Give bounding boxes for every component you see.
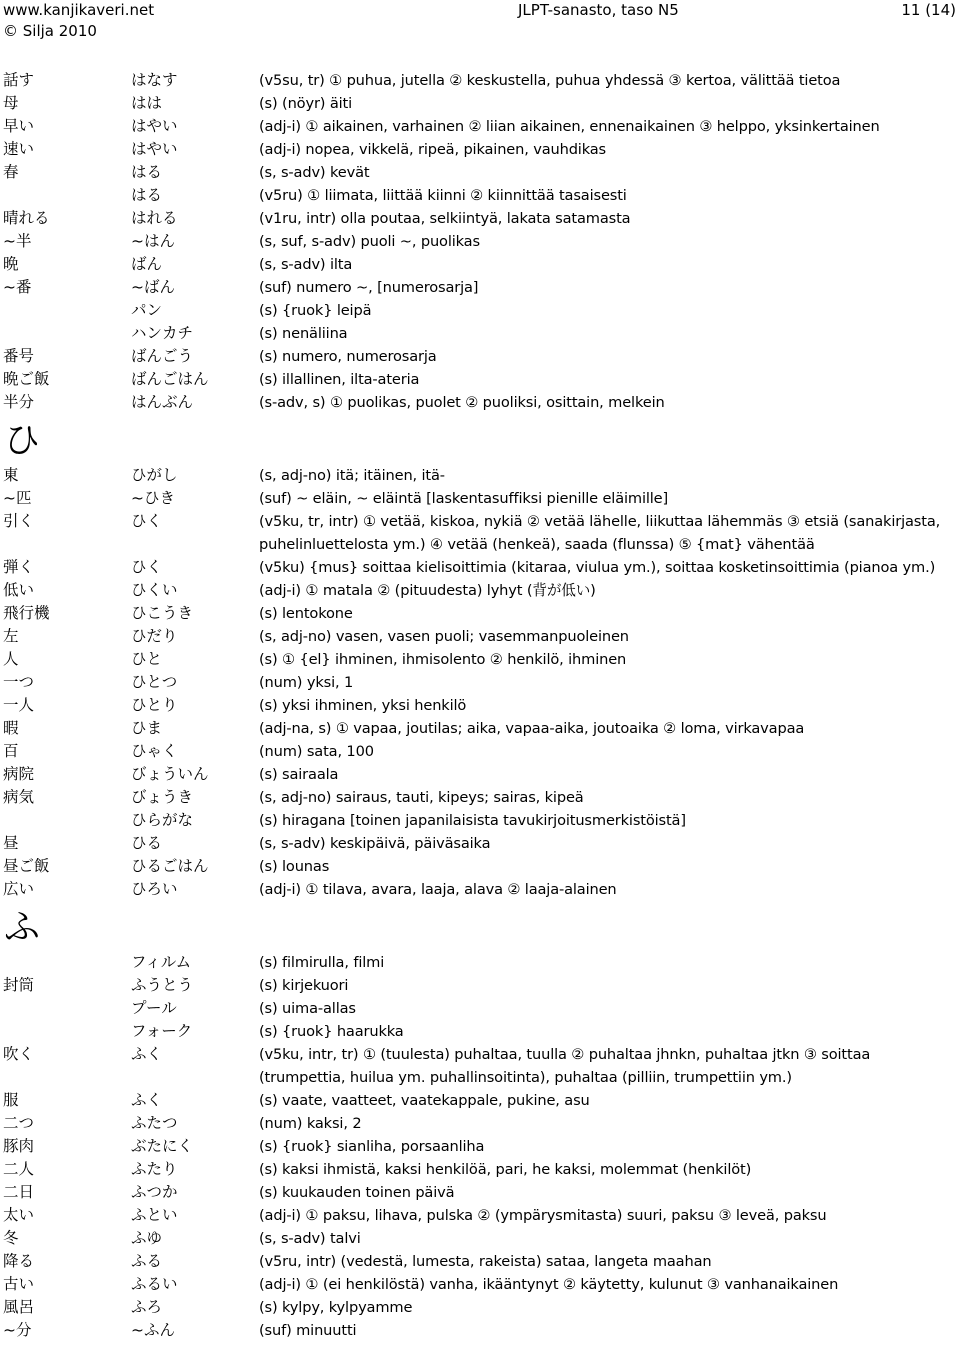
entry-kanji: 吹く	[3, 1045, 35, 1063]
entry-definition: (s) numero, numerosarja	[259, 348, 437, 365]
entry-definition: (s, s-adv) keskipäivä, päiväsaika	[259, 835, 491, 852]
entry-reading: ふとい	[131, 1206, 178, 1224]
entry-kanji: 服	[3, 1091, 19, 1109]
entry-kanji: 晴れる	[3, 209, 50, 227]
vocab-entry	[0, 184, 960, 207]
entry-definition: (s) vaate, vaatteet, vaatekappale, pukine, asu	[259, 1092, 590, 1109]
vocab-entry	[0, 625, 960, 648]
section-heading: ひ	[4, 420, 41, 461]
entry-kanji: 降る	[3, 1252, 35, 1270]
vocab-entry	[0, 368, 960, 391]
entry-definition: (suf) numero ~, [numerosarja]	[259, 279, 479, 296]
vocab-entry	[0, 648, 960, 671]
entry-definition: (s) (nöyr) äiti	[259, 95, 352, 112]
entry-reading: ひこうき	[131, 604, 194, 622]
vocab-entry	[0, 832, 960, 855]
entry-kanji: 母	[3, 94, 19, 112]
entry-reading: ひだり	[131, 627, 178, 645]
entry-kanji: 弾く	[3, 558, 35, 576]
entry-reading: ハンカチ	[131, 324, 194, 342]
entry-kanji: 番号	[3, 347, 35, 365]
entry-reading: ~ふん	[131, 1321, 175, 1339]
entry-definition: (num) sata, 100	[259, 743, 374, 760]
vocab-entry	[0, 207, 960, 230]
entry-definition: (v5ru) ① liimata, liittää kiinni ② kiinnittää tasaisesti	[259, 187, 627, 204]
entry-definition: (s) sairaala	[259, 766, 339, 783]
entry-kanji: 二日	[3, 1183, 35, 1201]
entry-reading: ばん	[131, 255, 163, 273]
entry-definition: (v5ku) {mus} soittaa kielisoittimia (kitaraa, viulua ym.), soittaa kosketinsoittimia (pianoa ym.)	[259, 559, 936, 576]
entry-reading: はは	[131, 94, 163, 112]
entry-reading: ひろい	[131, 880, 178, 898]
entry-kanji: 一つ	[3, 673, 35, 691]
entry-reading: ~ばん	[131, 278, 175, 296]
vocab-entry	[0, 1204, 960, 1227]
entry-definition: (num) kaksi, 2	[259, 1115, 362, 1132]
entry-reading: はやい	[131, 140, 178, 158]
entry-reading: ふうとう	[131, 976, 194, 994]
entry-reading: ふゆ	[131, 1229, 163, 1247]
entry-reading: ふる	[131, 1252, 163, 1270]
entry-definition: (s) kirjekuori	[259, 977, 349, 994]
entry-definition: (s, s-adv) talvi	[259, 1230, 361, 1247]
vocab-entry	[0, 951, 960, 974]
entry-kanji: 豚肉	[3, 1137, 35, 1155]
vocab-entry	[0, 1043, 960, 1089]
vocab-entry	[0, 1089, 960, 1112]
entry-kanji: ~番	[3, 278, 32, 296]
vocab-entry	[0, 230, 960, 253]
entry-kanji: 低い	[3, 581, 35, 599]
entry-kanji: 二つ	[3, 1114, 35, 1132]
vocab-entry	[0, 878, 960, 901]
entry-definition: (s) filmirulla, filmi	[259, 954, 385, 971]
entry-kanji: 古い	[3, 1275, 35, 1293]
entry-reading: びょうき	[131, 788, 194, 806]
entry-definition: (s) hiragana [toinen japanilaisista tavukirjoitusmerkistöistä]	[259, 812, 686, 829]
vocab-entry	[0, 138, 960, 161]
vocab-entry	[0, 1250, 960, 1273]
entry-reading: はる	[131, 186, 163, 204]
entry-kanji: 春	[3, 163, 19, 181]
entry-definition: (s) kuukauden toinen päivä	[259, 1184, 455, 1201]
vocab-entry	[0, 855, 960, 878]
entry-definition: (s) ① {el} ihminen, ihmisolento ② henkilö, ihminen	[259, 651, 627, 668]
entry-definition: (s) uima-allas	[259, 1000, 356, 1017]
vocab-entry	[0, 322, 960, 345]
entry-definition: (s, s-adv) kevät	[259, 164, 370, 181]
vocab-entry	[0, 809, 960, 832]
entry-kanji: 東	[3, 466, 19, 484]
entry-reading: ひくい	[131, 581, 178, 599]
section-heading: ふ	[4, 907, 41, 948]
page-number: 11 (14)	[901, 1, 956, 19]
entry-definition: (s) nenäliina	[259, 325, 348, 342]
entry-reading: ~はん	[131, 232, 175, 250]
vocab-entry	[0, 510, 960, 556]
entry-kanji: 病気	[3, 788, 35, 806]
entry-definition: (adj-i) ① matala ② (pituudesta) lyhyt (背が低い)	[259, 582, 596, 599]
vocab-entry	[0, 579, 960, 602]
entry-kanji: 晩	[3, 255, 19, 273]
entry-reading: ばんごう	[131, 347, 194, 365]
entry-definition: (v1ru, intr) olla poutaa, selkiintyä, lakata satamasta	[259, 210, 631, 227]
vocab-entry	[0, 1158, 960, 1181]
entry-kanji: 太い	[3, 1206, 35, 1224]
vocab-entry	[0, 253, 960, 276]
entry-definition: (adj-i) ① aikainen, varhainen ② liian aikainen, ennenaikainen ③ helppo, yksinkertainen	[259, 118, 880, 135]
entry-reading: ひがし	[131, 466, 178, 484]
vocab-entry	[0, 391, 960, 414]
entry-definition: (s) {ruok} haarukka	[259, 1023, 404, 1040]
entry-reading: ふるい	[131, 1275, 178, 1293]
entry-kanji: 左	[3, 627, 19, 645]
vocab-entry	[0, 1020, 960, 1043]
entry-reading: ばんごはん	[131, 370, 209, 388]
vocab-entry	[0, 974, 960, 997]
vocab-entry	[0, 602, 960, 625]
entry-kanji: 冬	[3, 1229, 19, 1247]
site-url[interactable]: www.kanjikaveri.net	[3, 1, 155, 19]
entry-reading: ひるごはん	[131, 857, 209, 875]
entry-kanji: ~半	[3, 232, 32, 250]
entry-reading: ひる	[131, 834, 163, 852]
entry-kanji: 二人	[3, 1160, 35, 1178]
entry-definition: (v5ru, intr) (vedestä, lumesta, rakeista) sataa, langeta maahan	[259, 1253, 712, 1270]
vocab-entry	[0, 1181, 960, 1204]
entry-definition: (adj-i) ① tilava, avara, laaja, alava ② laaja-alainen	[259, 881, 617, 898]
entry-definition: (s, suf, s-adv) puoli ~, puolikas	[259, 233, 480, 250]
vocab-entry	[0, 717, 960, 740]
entry-reading: ふく	[131, 1091, 163, 1109]
entry-kanji: 暇	[3, 719, 19, 737]
entry-reading: はんぶん	[131, 393, 194, 411]
entry-definition: (s, adj-no) itä; itäinen, itä-	[259, 467, 445, 484]
entry-kanji: 人	[3, 650, 19, 668]
vocab-entry	[0, 161, 960, 184]
entry-kanji: 広い	[3, 880, 35, 898]
vocab-entry	[0, 997, 960, 1020]
document-title: JLPT-sanasto, taso N5	[518, 1, 679, 19]
entry-definition: (s) {ruok} sianliha, porsaanliha	[259, 1138, 485, 1155]
entry-kanji: 飛行機	[3, 604, 50, 622]
vocab-entry	[0, 69, 960, 92]
entry-reading: はれる	[131, 209, 178, 227]
entry-reading: プール	[131, 999, 177, 1017]
entry-definition: (v5ku, tr, intr) ① vetää, kiskoa, nykiä ② vetää lähelle, liikuttaa lähemmäs ③ etsiä (sanakirjasta, puhelinluettelosta ym.) ④ vetää (henkeä), saada (flunssa) ⑤ {mat} vähentää	[259, 513, 941, 553]
entry-reading: ひらがな	[131, 811, 194, 829]
entry-definition: (s-adv, s) ① puolikas, puolet ② puoliksi, osittain, melkein	[259, 394, 665, 411]
vocab-entry	[0, 1273, 960, 1296]
vocab-entry	[0, 92, 960, 115]
entry-reading: はなす	[131, 71, 178, 89]
entry-kanji: 一人	[3, 696, 35, 714]
entry-reading: ふく	[131, 1045, 163, 1063]
entry-definition: (s) yksi ihminen, yksi henkilö	[259, 697, 467, 714]
vocab-entry	[0, 671, 960, 694]
entry-reading: ひと	[131, 650, 163, 668]
vocab-entry	[0, 694, 960, 717]
entry-reading: ひゃく	[131, 742, 178, 760]
entry-kanji: 風呂	[3, 1298, 35, 1316]
vocab-entry	[0, 115, 960, 138]
entry-kanji: ~分	[3, 1321, 32, 1339]
entry-reading: フィルム	[131, 953, 192, 971]
entry-definition: (v5ku, intr, tr) ① (tuulesta) puhaltaa, tuulla ② puhaltaa jhnkn, puhaltaa jtkn ③ soittaa (trumpettia, huilua ym. puhallinsoitinta), puhaltaa (pilliin, trumpettiin ym.)	[259, 1046, 871, 1086]
entry-reading: ふろ	[131, 1298, 163, 1316]
entry-reading: はる	[131, 163, 163, 181]
entry-reading: ふたつ	[131, 1114, 178, 1132]
entry-definition: (s) lounas	[259, 858, 330, 875]
entry-kanji: 晩ご飯	[3, 370, 50, 388]
entry-definition: (suf) minuutti	[259, 1322, 357, 1339]
vocab-entry	[0, 763, 960, 786]
entry-kanji: 半分	[3, 393, 35, 411]
entry-kanji: 病院	[3, 765, 35, 783]
vocab-entry	[0, 1296, 960, 1319]
entry-kanji: 封筒	[3, 976, 35, 994]
vocab-entry	[0, 464, 960, 487]
entry-definition: (num) yksi, 1	[259, 674, 354, 691]
entry-definition: (s, s-adv) ilta	[259, 256, 353, 273]
vocab-entry	[0, 1227, 960, 1250]
entry-definition: (adj-i) nopea, vikkelä, ripeä, pikainen, vauhdikas	[259, 141, 606, 158]
entry-reading: ひく	[131, 512, 163, 530]
entry-reading: パン	[131, 301, 163, 319]
entry-reading: ひく	[131, 558, 163, 576]
vocab-entry	[0, 299, 960, 322]
entry-kanji: 百	[3, 742, 19, 760]
entry-reading: はやい	[131, 117, 178, 135]
entry-reading: びょういん	[131, 765, 209, 783]
copyright: © Silja 2010	[3, 22, 97, 40]
vocab-entry	[0, 1112, 960, 1135]
entry-kanji: 早い	[3, 117, 35, 135]
entry-definition: (adj-i) ① (ei henkilöstä) vanha, ikääntynyt ② käytetty, kulunut ③ vanhanaikainen	[259, 1276, 839, 1293]
entry-definition: (suf) ~ eläin, ~ eläintä [laskentasuffiksi pienille eläimille]	[259, 490, 669, 507]
entry-kanji: 話す	[3, 71, 35, 89]
entry-definition: (s, adj-no) sairaus, tauti, kipeys; sairas, kipeä	[259, 789, 584, 806]
vocab-entry	[0, 556, 960, 579]
entry-reading: フォーク	[131, 1022, 193, 1040]
entry-kanji: 昼	[3, 834, 19, 852]
entry-reading: ひとり	[131, 696, 178, 714]
vocab-entry	[0, 1319, 960, 1342]
entry-definition: (s) kylpy, kylpyamme	[259, 1299, 413, 1316]
entry-definition: (s, adj-no) vasen, vasen puoli; vasemmanpuoleinen	[259, 628, 629, 645]
entry-reading: ぶたにく	[131, 1137, 194, 1155]
entry-kanji: ~匹	[3, 489, 32, 507]
entry-kanji: 昼ご飯	[3, 857, 50, 875]
entry-definition: (s) illallinen, ilta-ateria	[259, 371, 420, 388]
vocab-entry	[0, 276, 960, 299]
entry-kanji: 引く	[3, 512, 35, 530]
vocab-entry	[0, 345, 960, 368]
entry-definition: (s) lentokone	[259, 605, 353, 622]
entry-definition: (s) kaksi ihmistä, kaksi henkilöä, pari, he kaksi, molemmat (henkilöt)	[259, 1161, 752, 1178]
entry-definition: (adj-i) ① paksu, lihava, pulska ② (ympärysmitasta) suuri, paksu ③ leveä, paksu	[259, 1207, 827, 1224]
vocab-entry	[0, 1135, 960, 1158]
entry-reading: ひとつ	[131, 673, 178, 691]
vocab-entry	[0, 740, 960, 763]
entry-reading: ふつか	[131, 1183, 178, 1201]
entry-definition: (s) {ruok} leipä	[259, 302, 372, 319]
entry-definition: (adj-na, s) ① vapaa, joutilas; aika, vapaa-aika, joutoaika ② loma, virkavapaa	[259, 720, 805, 737]
entry-reading: ひま	[131, 719, 163, 737]
vocab-entry	[0, 487, 960, 510]
entry-kanji: 速い	[3, 140, 35, 158]
entry-reading: ~ひき	[131, 489, 175, 507]
entry-definition: (v5su, tr) ① puhua, jutella ② keskustella, puhua yhdessä ③ kertoa, välittää tietoa	[259, 72, 841, 89]
vocab-entry	[0, 786, 960, 809]
entry-reading: ふたり	[131, 1160, 178, 1178]
